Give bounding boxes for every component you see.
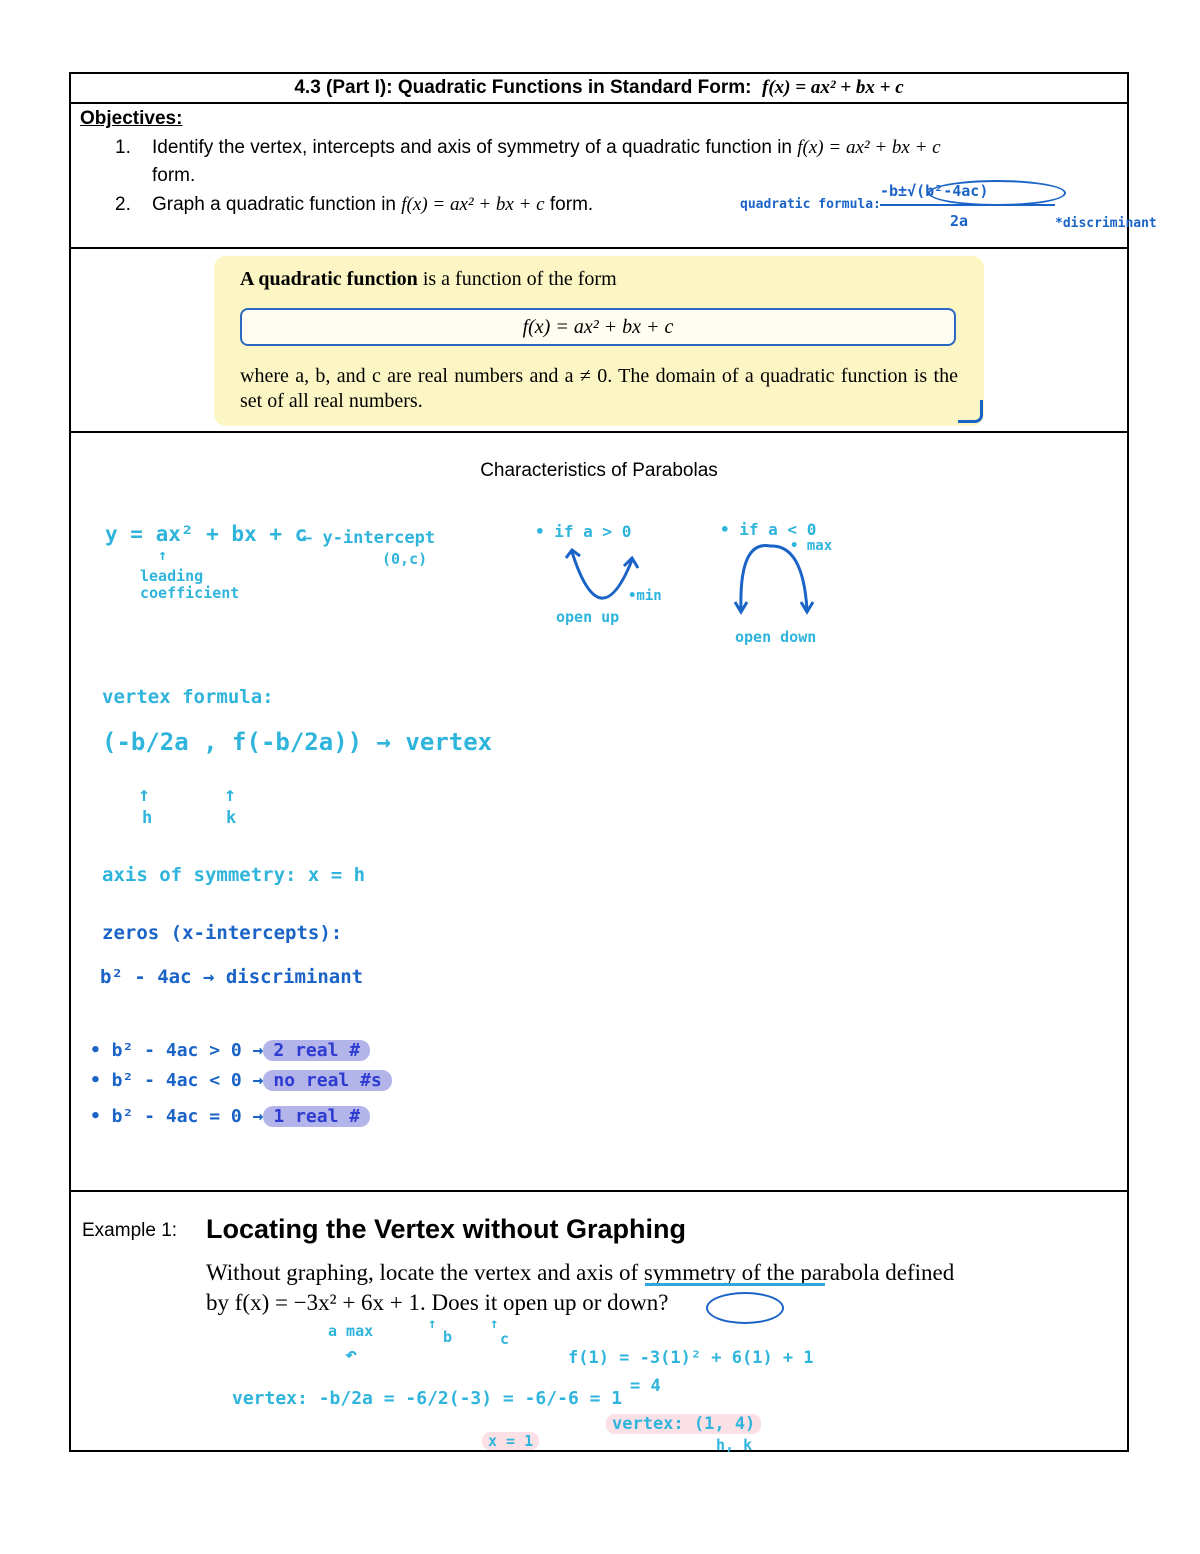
open-up-condition: • if a > 0 [535, 522, 632, 541]
definition-term: A quadratic function [240, 268, 418, 290]
discriminant-case-2 [90, 1070, 392, 1091]
h-label: h [142, 808, 153, 828]
discriminant-case-3 [90, 1106, 370, 1127]
objective-1-text: Identify the vertex, intercepts and axis of symmetry of a quadratic function in [152, 137, 792, 158]
discriminant-case-1 [90, 1040, 370, 1061]
title-formula: f(x) = ax² + bx + c [762, 77, 904, 98]
f-of-1-result: = 4 [630, 1376, 661, 1396]
standard-form-note: y = ax² + bx + c [105, 522, 308, 546]
open-down-condition: • if a < 0 [720, 520, 817, 539]
down-curve-icon: ↶ [345, 1342, 358, 1366]
open-down-label: open down [735, 628, 817, 646]
k-arrow-icon: ↑ [224, 782, 237, 806]
definition-formula: f(x) = ax² + bx + c [240, 308, 956, 346]
y-intercept-note: ← y-intercept [302, 528, 436, 548]
c-up-arrow-icon: ↑ [490, 1316, 499, 1332]
divider-definition [69, 431, 1129, 433]
case-1-condition: • b² - 4ac > 0 → [90, 1040, 264, 1061]
h-arrow-icon: ↑ [138, 782, 151, 806]
page-title [69, 77, 1129, 99]
title-prefix: 4.3 (Part I): Quadratic Functions in Standard Form: [294, 77, 752, 98]
discriminant-tag: *discriminant [1055, 216, 1157, 231]
objective-1-cont: form. [152, 165, 196, 186]
x-equals-note: x = 1 [482, 1432, 539, 1450]
axis-of-symmetry-note: axis of symmetry: x = h [102, 864, 366, 886]
pen-mark [958, 400, 983, 423]
objective-2-text: Graph a quadratic function in [152, 194, 396, 215]
c-note: c [500, 1330, 510, 1348]
quadratic-formula-denominator: 2a [950, 212, 969, 230]
example-title: Locating the Vertex without Graphing [206, 1214, 687, 1244]
open-up-min: •min [628, 588, 662, 604]
example-prompt-line-2: by f(x) = −3x² + 6x + 1. Does it open up or down? [206, 1290, 669, 1315]
definition-lead-rest: is a function of the form [422, 268, 617, 290]
h-k-note: h, k [716, 1436, 753, 1454]
divider-characteristics [69, 1190, 1129, 1192]
objectives-heading: Objectives: [80, 108, 183, 129]
axis-of-symmetry-underline [645, 1283, 825, 1286]
case-3-condition: • b² - 4ac = 0 → [90, 1106, 264, 1127]
b-note: b [443, 1328, 453, 1346]
b-up-arrow-icon: ↑ [428, 1316, 437, 1332]
case-3-result: 1 real # [263, 1106, 370, 1127]
k-label: k [226, 808, 237, 828]
characteristics-heading: Characteristics of Parabolas [480, 460, 718, 481]
objective-2-number: 2. [115, 194, 131, 215]
discriminant-circle [928, 180, 1066, 206]
discriminant-note: b² - 4ac → discriminant [100, 966, 364, 988]
f-of-1-calc: f(1) = -3(1)² + 6(1) + 1 [568, 1348, 814, 1368]
definition-lead [240, 268, 617, 291]
objective-1-number: 1. [115, 137, 131, 158]
objective-2-cont: form. [549, 194, 594, 215]
case-2-condition: • b² - 4ac < 0 → [90, 1070, 264, 1091]
down-circle [706, 1292, 784, 1324]
case-2-result: no real #s [263, 1070, 391, 1091]
a-max-note: a max [328, 1322, 374, 1340]
vertex-formula: (-b/2a , f(-b/2a)) → vertex [102, 728, 493, 756]
vertex-result: vertex: (1, 4) [606, 1414, 761, 1434]
case-1-result: 2 real # [263, 1040, 370, 1061]
zeros-note: zeros (x-intercepts): [102, 922, 343, 944]
objective-2-formula: f(x) = ax² + bx + c [401, 194, 545, 215]
example-prompt-line-1: Without graphing, locate the vertex and axis of symmetry of the parabola defined [206, 1260, 955, 1285]
open-down-parabola-icon [725, 540, 825, 620]
example-label: Example 1: [82, 1220, 178, 1241]
objective-1 [152, 137, 1112, 159]
leading-coefficient-note: leading coefficient [140, 567, 240, 602]
definition-body: where a, b, and c are real numbers and a ≠ 0. The domain of a quadratic function is the set of all real numbers. [240, 365, 958, 412]
divider-title [69, 102, 1129, 104]
vertex-formula-heading: vertex formula: [102, 686, 274, 708]
objective-1-formula: f(x) = ax² + bx + c [797, 137, 941, 158]
quadratic-formula-numerator: -b±√(b²-4ac) [880, 182, 989, 200]
quadratic-formula-note: quadratic formula: [740, 197, 881, 212]
objective-2 [152, 194, 593, 216]
y-intercept-point: (0,c) [382, 550, 428, 568]
open-up-label: open up [556, 608, 620, 626]
open-down-max: • max [790, 538, 833, 554]
up-arrow-icon: ↑ [158, 546, 168, 564]
divider-objectives [69, 247, 1129, 249]
vertex-calculation: vertex: -b/2a = -6/2(-3) = -6/-6 = 1 [232, 1388, 623, 1409]
